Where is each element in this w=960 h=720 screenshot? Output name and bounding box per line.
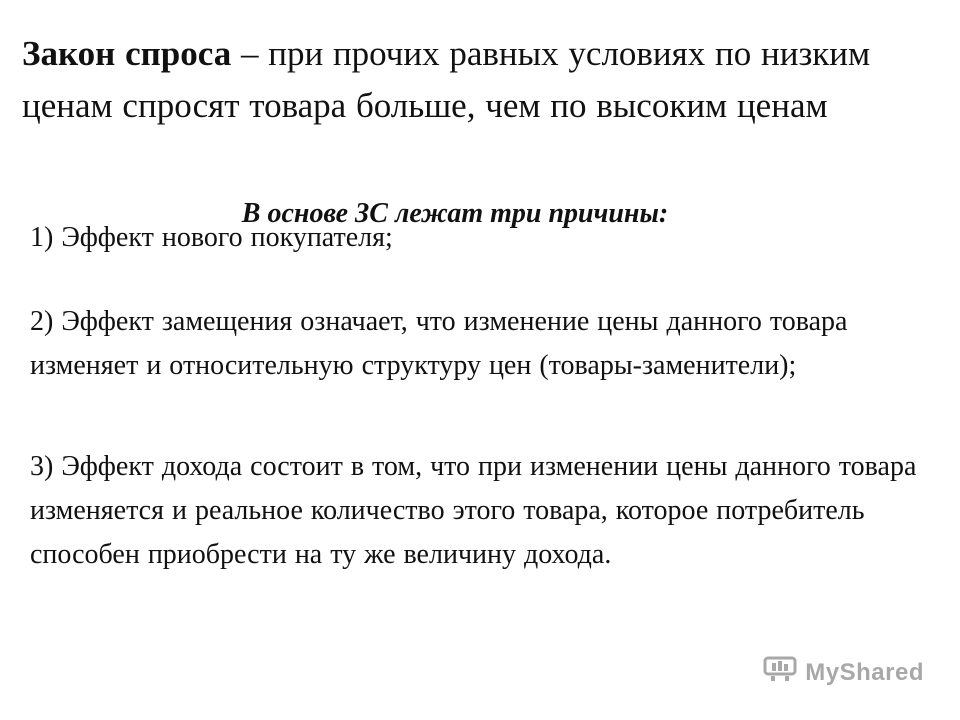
reason-item-1: 1) Эффект нового покупателя;	[30, 222, 393, 253]
definition-text: – при прочих равных условиях по низким ценам спросят товара больше, чем по высоким ценам	[22, 34, 871, 125]
definition-paragraph	[22, 28, 942, 132]
subheading: В основе ЗС лежат три причины:	[241, 198, 669, 229]
myshared-logo-icon	[763, 655, 797, 690]
reason-item-3: 3) Эффект дохода состоит в том, что при изменении цены данного товара изменяется и реальное количество этого товара, которое потребитель способен приобрести на ту же величину дохода.	[30, 451, 917, 570]
reason-item-2: 2) Эффект замещения означает, что изменение цены данного товара изменяет и относительную структуру цен (товары-заменители);	[30, 306, 848, 381]
definition-term: Закон спроса	[22, 34, 232, 73]
watermark-text: MyShared	[805, 658, 924, 686]
watermark	[763, 655, 924, 690]
